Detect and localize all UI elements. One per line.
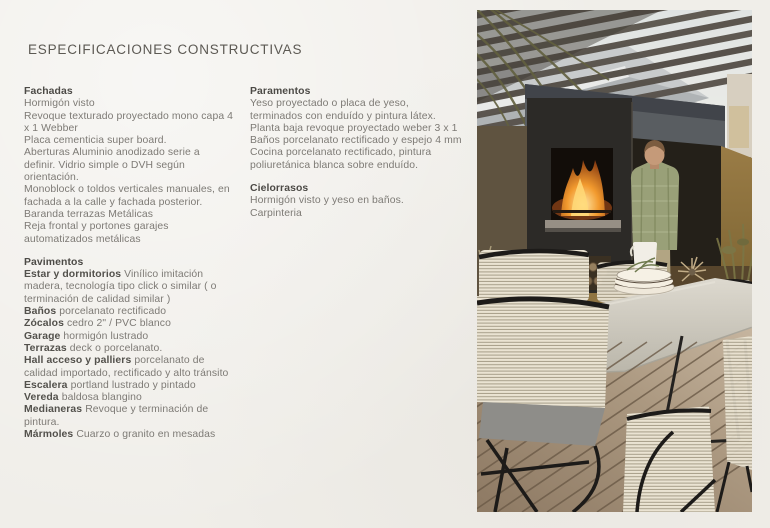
spec-line — [24, 318, 234, 330]
hero-photo — [477, 10, 752, 512]
spec-text: porcelanato rectificado — [59, 306, 167, 318]
spec-term: Mármoles — [24, 429, 74, 441]
spec-line: Revoque texturado proyectado mono capa 4 x 1 Webber — [24, 110, 234, 134]
spec-line — [24, 380, 234, 392]
patio-render-illustration — [477, 10, 752, 512]
spec-line: Planta baja revoque proyectado weber 3 x 1 — [250, 122, 458, 134]
spec-term: Zócalos — [24, 318, 64, 330]
chair-front-center — [623, 406, 715, 512]
spec-line: Cocina porcelanato rectificado, pintura poliuretánica blanca sobre enduído. — [250, 147, 432, 171]
spec-text: deck o porcelanato. — [69, 342, 163, 354]
spec-text: hormigón lustrado — [63, 330, 149, 342]
spec-text: baldosa blangino — [61, 392, 142, 404]
spec-term: Escalera — [24, 379, 68, 391]
section-heading: Pavimentos — [24, 256, 84, 268]
spec-term: Vereda — [24, 392, 59, 404]
spec-line: Baranda terrazas Metálicas — [24, 208, 154, 220]
spec-line — [24, 331, 234, 343]
spec-column-left — [24, 86, 234, 452]
section-paramentos — [250, 86, 464, 172]
spec-columns — [24, 86, 464, 452]
section-heading: Fachadas — [24, 86, 73, 97]
spec-line — [24, 392, 234, 404]
spec-term: Hall acceso y palliers — [24, 355, 132, 367]
spec-line — [24, 429, 234, 441]
spec-line: Placa cementicia super board. — [24, 135, 167, 147]
spec-text: cedro 2" / PVC blanco — [66, 318, 171, 330]
spec-line: Hormigón visto y yeso en baños. — [250, 195, 404, 207]
spec-term: Medianeras — [24, 404, 83, 416]
spec-text: Cuarzo o granito en mesadas — [76, 429, 216, 441]
spec-term: Baños — [24, 306, 57, 318]
section-heading: Cielorrasos — [250, 183, 309, 195]
chair-back-rear-left — [479, 250, 589, 302]
spec-term: Estar y dormitorios — [24, 269, 122, 281]
spec-line: Monoblock o toldos verticales manuales, en fachada a la calle y fachada posterior. — [24, 184, 230, 208]
spec-line: Reja frontal y portones garajes automatizados metálicas — [24, 221, 169, 245]
spec-term: Terrazas — [24, 342, 67, 354]
spec-line — [24, 343, 234, 355]
spec-line — [24, 355, 234, 380]
section-fachadas — [24, 86, 234, 246]
spec-line: Aberturas Aluminio anodizado serie a definir. Vidrio simple o DVH según orientación. — [24, 147, 200, 184]
spec-line: Carpinteria — [250, 207, 302, 219]
spec-term: Garage — [24, 330, 61, 342]
spec-line — [24, 306, 234, 318]
spec-line: Yeso proyectado o placa de yeso, terminados con enduído y pintura látex. — [250, 98, 436, 122]
spec-line — [24, 404, 234, 429]
section-heading: Paramentos — [250, 86, 311, 97]
page-title: ESPECIFICACIONES CONSTRUCTIVAS — [28, 42, 303, 57]
spec-text: portland lustrado y pintado — [70, 379, 196, 391]
section-cielorrasos — [250, 183, 464, 220]
spec-line — [24, 269, 234, 306]
hearth-ledge — [545, 220, 621, 228]
section-pavimentos — [24, 257, 234, 441]
spec-line: Baños porcelanato rectificado y espejo 4 mm — [250, 135, 462, 147]
spec-column-middle — [250, 86, 464, 452]
spec-text: porcelanato de calidad importado, rectificado y alto tránsito — [24, 355, 229, 379]
spec-line: Hormigón visto — [24, 98, 95, 110]
spec-text: Vinílico imitación madera, tecnología tipo click o similar ( o terminación de calidad similar ) — [24, 269, 217, 305]
spec-text: Revoque y terminación de pintura. — [24, 404, 209, 428]
